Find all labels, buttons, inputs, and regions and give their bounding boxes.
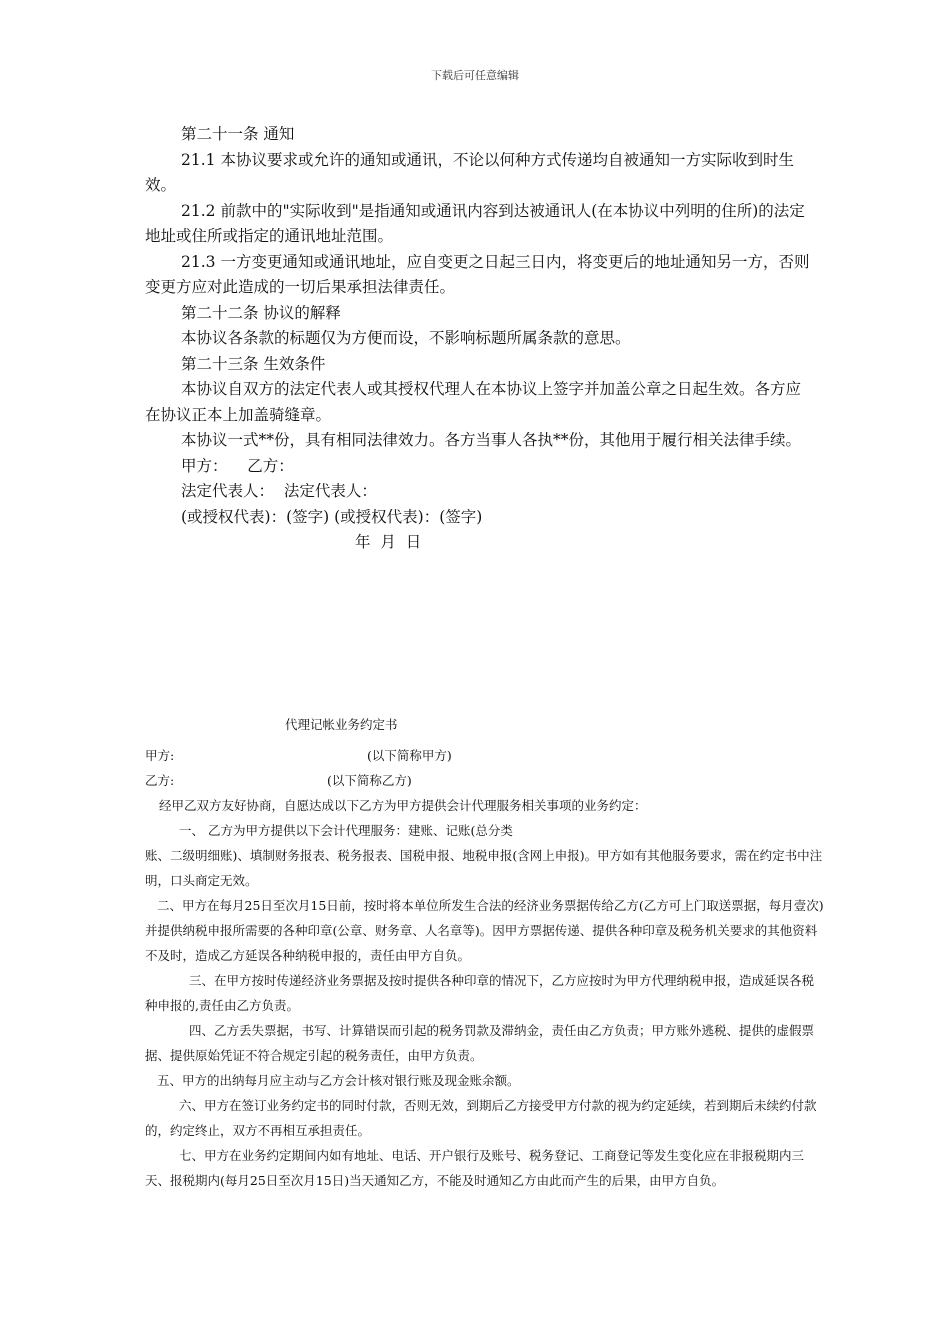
- party-a-label: 甲方:: [145, 748, 175, 763]
- agreement-title: 代理记帐业务约定书: [285, 717, 398, 732]
- article-21-1: 21.1 本协议要求或允许的通知或通讯，不论以何种方式传递均自被通知一方实际收到时生效。: [145, 150, 794, 194]
- article-22-title: 第二十二条 协议的解释: [181, 303, 341, 322]
- item-3: 三、在甲方按时传递经济业务票据及按时提供各种印章的情况下，乙方应按时为甲方代理纳税申报，造成延误各税种申报的,责任由乙方负责。: [145, 973, 815, 1013]
- agreement-intro: 经甲乙双方友好协商，自愿达成以下乙方为甲方提供会计代理服务相关事项的业务约定：: [159, 798, 647, 813]
- agreement-terms-section: [145, 122, 810, 556]
- party-a-row: [145, 743, 825, 768]
- article-23-body-2: 本协议一式**份，具有相同法律效力。各方当事人各执**份，其他用于履行相关法律手续。: [181, 431, 802, 449]
- item-6: 六、甲方在签订业务约定书的同时付款，否则无效，到期后乙方接受甲方付款的视为约定延续，若到期后未续约付款的，约定终止，双方不再相互承担责任。: [145, 1098, 817, 1138]
- item-7: 七、甲方在业务约定期间内如有地址、电话、开户银行及账号、税务登记、工商登记等发生变化应在非报税期内三天、报税期内(每月25日至次月15日)当天通知乙方，不能及时通知乙方由此而产生的后果，由甲方自负。: [145, 1148, 805, 1188]
- article-21-title: 第二十一条 通知: [181, 125, 295, 143]
- article-21-3: 21.3 一方变更通知或通讯地址，应自变更之日起三日内，将变更后的地址通知另一方，否则变更方应对此造成的一切后果承担法律责任。: [145, 252, 810, 296]
- item-2: 二、甲方在每月25日至次月15日前，按时将本单位所发生合法的经济业务票据传给乙方(乙方可上门取送票据，每月壹次)并提供纳税申报所需要的各种印章(公章、财务章、人名章等)。因甲方票据传递、提供各种印章及税务机关要求的其他资料不及时，造成乙方延误各种纳税申报的，责任由甲方自负。: [145, 898, 824, 963]
- item-5: 五、甲方的出纳每月应主动与乙方会计核对银行账及现金账余额。: [157, 1073, 520, 1088]
- bookkeeping-agreement-section: [145, 712, 825, 1193]
- article-22-body: 本协议各条款的标题仅为方便而设，不影响标题所属条款的意思。: [181, 329, 631, 347]
- page-header-note: 下载后可任意编辑: [431, 69, 519, 82]
- article-23-body-1: 本协议自双方的法定代表人或其授权代理人在本协议上签字并加盖公章之日起生效。各方应在协议正本上加盖骑缝章。: [145, 380, 802, 424]
- party-a-note: (以下简称甲方): [367, 748, 452, 763]
- party-b-row: [145, 768, 825, 793]
- item-1-line-1: 一、 乙方为甲方提供以下会计代理服务：建账、记账(总分类: [179, 823, 513, 838]
- party-b-label: 乙方:: [145, 773, 175, 788]
- signature-date: 年 月 日: [355, 533, 422, 551]
- article-23-title: 第二十三条 生效条件: [181, 354, 326, 373]
- signature-auth-reps: (或授权代表)：(签字) (或授权代表)：(签字): [181, 507, 483, 526]
- signature-parties: 甲方： 乙方：: [181, 456, 294, 475]
- party-b-note: (以下简称乙方): [327, 773, 412, 788]
- signature-legal-reps: 法定代表人： 法定代表人：: [181, 482, 377, 500]
- article-21-2: 21.2 前款中的"实际收到"是指通知或通讯内容到达被通讯人(在本协议中列明的住所)的法定地址或住所或指定的通讯地址范围。: [145, 201, 805, 245]
- item-1-line-2: 账、二级明细账)、填制财务报表、税务报表、国税申报、地税申报(含网上申报)。甲方如有其他服务要求，需在约定书中注明，口头商定无效。: [145, 848, 823, 888]
- item-4: 四、乙方丢失票据，书写、计算错误而引起的税务罚款及滞纳金，责任由乙方负责；甲方账外逃税、提供的虚假票据、提供原始凭证不符合规定引起的税务责任，由甲方负责。: [145, 1023, 815, 1063]
